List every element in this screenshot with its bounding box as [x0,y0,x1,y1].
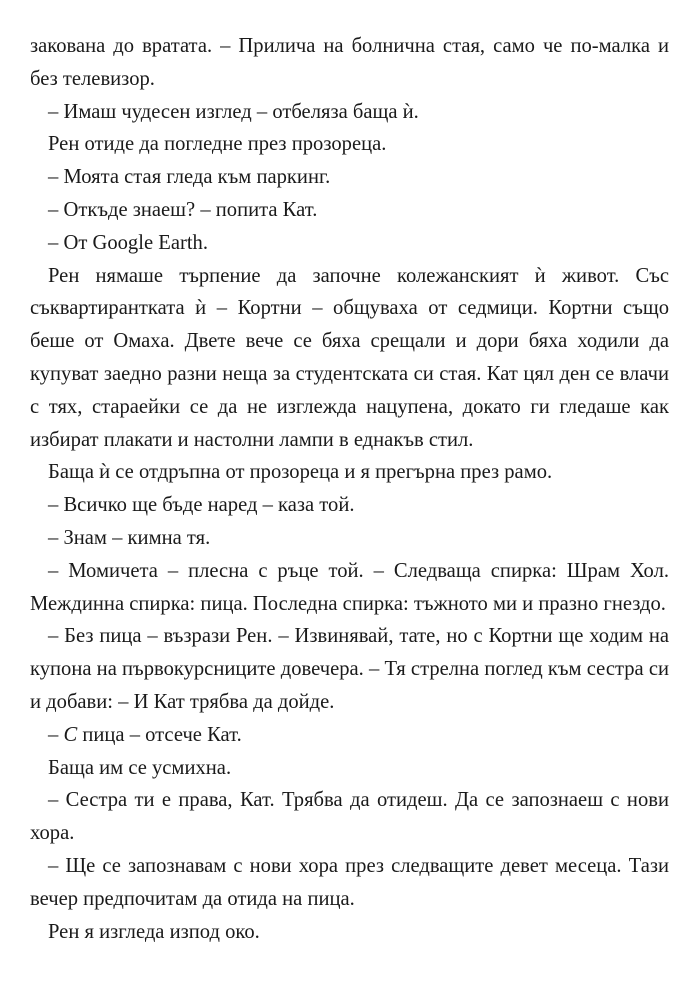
paragraph-11: – Момичета – плесна с ръце той. – Следваща спирка: Шрам Хол. Междинна спирка: пица. Последна спирка: тъжното ми и празно гнездо. [30,559,669,615]
paragraph-2: – Имаш чудесен изглед – отбеляза баща ѝ. [48,100,419,123]
paragraph-13-prefix: – [48,723,64,746]
paragraph-17: Рен я изгледа изпод око. [48,920,260,943]
paragraph-13-italic: С [63,723,78,746]
paragraph-15: – Сестра ти е права, Кат. Трябва да отидеш. Да се запознаеш с нови хора. [30,789,669,845]
paragraph-5: – Откъде знаеш? – попита Кат. [48,198,318,221]
paragraph-9: – Всичко ще бъде наред – каза той. [48,494,355,517]
paragraph-6: – От Google Earth. [48,231,208,254]
paragraph-16: – Ще се запознавам с нови хора през следващите девет месеца. Тази вечер предпочитам да отида на пица. [30,854,669,910]
paragraph-13-suffix: пица – отсече Кат. [77,723,242,746]
paragraph-1: закована до вратата. – Прилича на болнична стая, само че по-малка и без телевизор. [30,35,669,90]
paragraph-14: Баща им се усмихна. [48,756,232,779]
paragraph-4: – Моята стая гледа към паркинг. [48,166,331,189]
paragraph-3: Рен отиде да погледне през прозореца. [48,133,387,156]
paragraph-7: Рен нямаше търпение да започне колежанският ѝ живот. Със съквартирантката ѝ – Кортни – общуваха от седмици. Кортни също беше от Омаха. Двете вече се бяха срещали и дори бяха ходили да купуват заедно разни неща за студентската си стая. Кат цял ден се влачи с тях, стараейки се да не изглежда нацупена, докато ги гледаше как избират плакати и настолни лампи в еднакъв стил. [30,264,669,451]
paragraph-12: – Без пица – възрази Рен. – Извинявай, тате, но с Кортни ще ходим на купона на първокурсниците довечера. – Тя стрелна поглед към сестра си и добави: – И Кат трябва да дойде. [30,625,669,713]
page-text [30,30,669,948]
paragraph-10: – Знам – кимна тя. [48,526,211,549]
paragraph-8: Баща ѝ се отдръпна от прозореца и я прегърна през рамо. [48,461,553,484]
paragraph-13 [30,719,669,752]
